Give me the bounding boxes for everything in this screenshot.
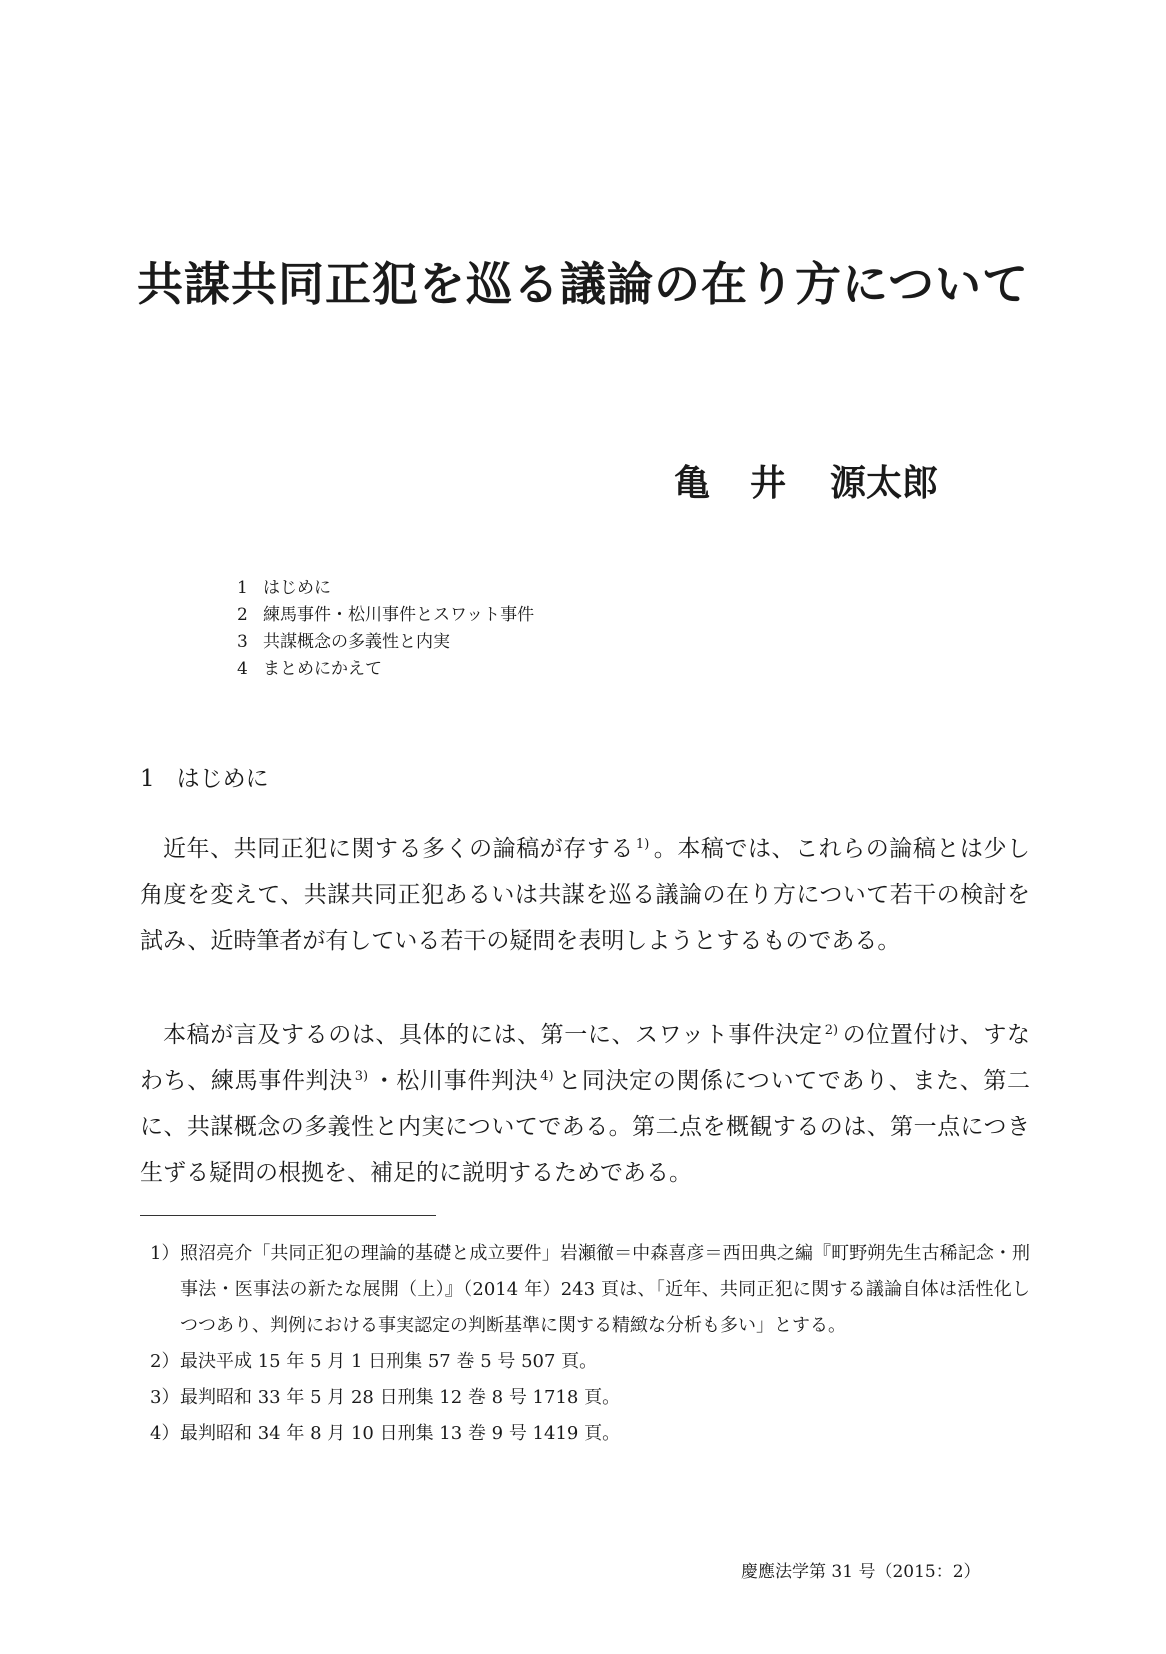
body-paragraph (140, 1012, 1030, 1196)
paragraph-text: の位置付け、すなわち、練馬事件判決 (140, 1022, 1030, 1094)
toc-item-label: 練馬事件・松川事件とスワット事件 (263, 605, 535, 625)
toc-item (237, 575, 534, 602)
author-name-part: 井 (750, 462, 787, 504)
section-title: はじめに (176, 766, 269, 792)
table-of-contents (237, 575, 534, 683)
toc-item-label: はじめに (263, 578, 331, 598)
footnote-reference[interactable]: 3) (354, 1069, 369, 1084)
toc-item-label: 共謀概念の多義性と内実 (263, 632, 450, 652)
section-heading (140, 760, 269, 793)
author-name-part: 亀 (674, 462, 711, 504)
footnote-number: 2） (150, 1351, 180, 1372)
footnote-text: 最判昭和 33 年 5 月 28 日刑集 12 巻 8 号 1718 頁。 (180, 1387, 621, 1408)
footnote-text: 照沼亮介「共同正犯の理論的基礎と成立要件」岩瀬徹＝中森喜彦＝西田典之編『町野朔先生古稀記念・刑事法・医事法の新たな展開（上）』（2014 年）243 頁は、「近年、共同正犯に関する議論自体は活性化しつつあり、判例における事実認定の判断基準に関する精緻な分析も多い」とする。 (180, 1243, 1030, 1336)
footnote-divider (140, 1215, 436, 1216)
footnote-text: 最決平成 15 年 5 月 1 日刑集 57 巻 5 号 507 頁。 (180, 1351, 598, 1372)
paper-title: 共謀共同正犯を巡る議論の在り方について (136, 257, 1030, 311)
section-number: 1 (140, 766, 155, 792)
toc-item (237, 602, 534, 629)
footnote-reference[interactable]: 4) (540, 1069, 554, 1084)
paragraph-text: 。本稿では、これらの論稿とは少し角度を変えて、共謀共同正犯あるいは共謀を巡る議論の在り方について若干の検討を試み、近時筆者が有している若干の疑問を表明しようとするものである。 (140, 836, 1031, 954)
footnote (150, 1416, 1030, 1452)
footnote-reference[interactable]: 1) (635, 837, 650, 852)
body-paragraph (140, 826, 1030, 964)
author-name (674, 455, 938, 506)
footnote (150, 1344, 1030, 1380)
paragraph-text: 近年、共同正犯に関する多くの論稿が存する (163, 836, 634, 862)
toc-item-number: 1 (237, 578, 248, 598)
toc-item-label: まとめにかえて (263, 659, 382, 679)
paragraph-text: ・松川事件判決 (372, 1068, 539, 1094)
toc-item-number: 3 (237, 632, 248, 652)
footnote-number: 4） (150, 1423, 180, 1444)
footnote (150, 1380, 1030, 1416)
footnote-text: 最判昭和 34 年 8 月 10 日刑集 13 巻 9 号 1419 頁。 (180, 1423, 621, 1444)
footnote-reference[interactable]: 2) (824, 1023, 839, 1038)
footnotes (150, 1236, 1030, 1452)
toc-item-number: 2 (237, 605, 248, 625)
author-name-part: 源太郎 (830, 462, 939, 504)
toc-item (237, 629, 534, 656)
footnote (150, 1236, 1030, 1344)
paragraph-text: 本稿が言及するのは、具体的には、第一に、スワット事件決定 (163, 1022, 823, 1048)
toc-item (237, 656, 534, 683)
toc-item-number: 4 (237, 659, 248, 679)
journal-footer: 慶應法学第 31 号（2015：2） (741, 1562, 981, 1582)
paragraph-text: と同決定の関係についてであり、また、第二に、共謀概念の多義性と内実についてである。第二点を概観するのは、第一点につき生ずる疑問の根拠を、補足的に説明するためである。 (140, 1068, 1030, 1186)
footnote-number: 1） (150, 1243, 180, 1264)
footnote-number: 3） (150, 1387, 180, 1408)
